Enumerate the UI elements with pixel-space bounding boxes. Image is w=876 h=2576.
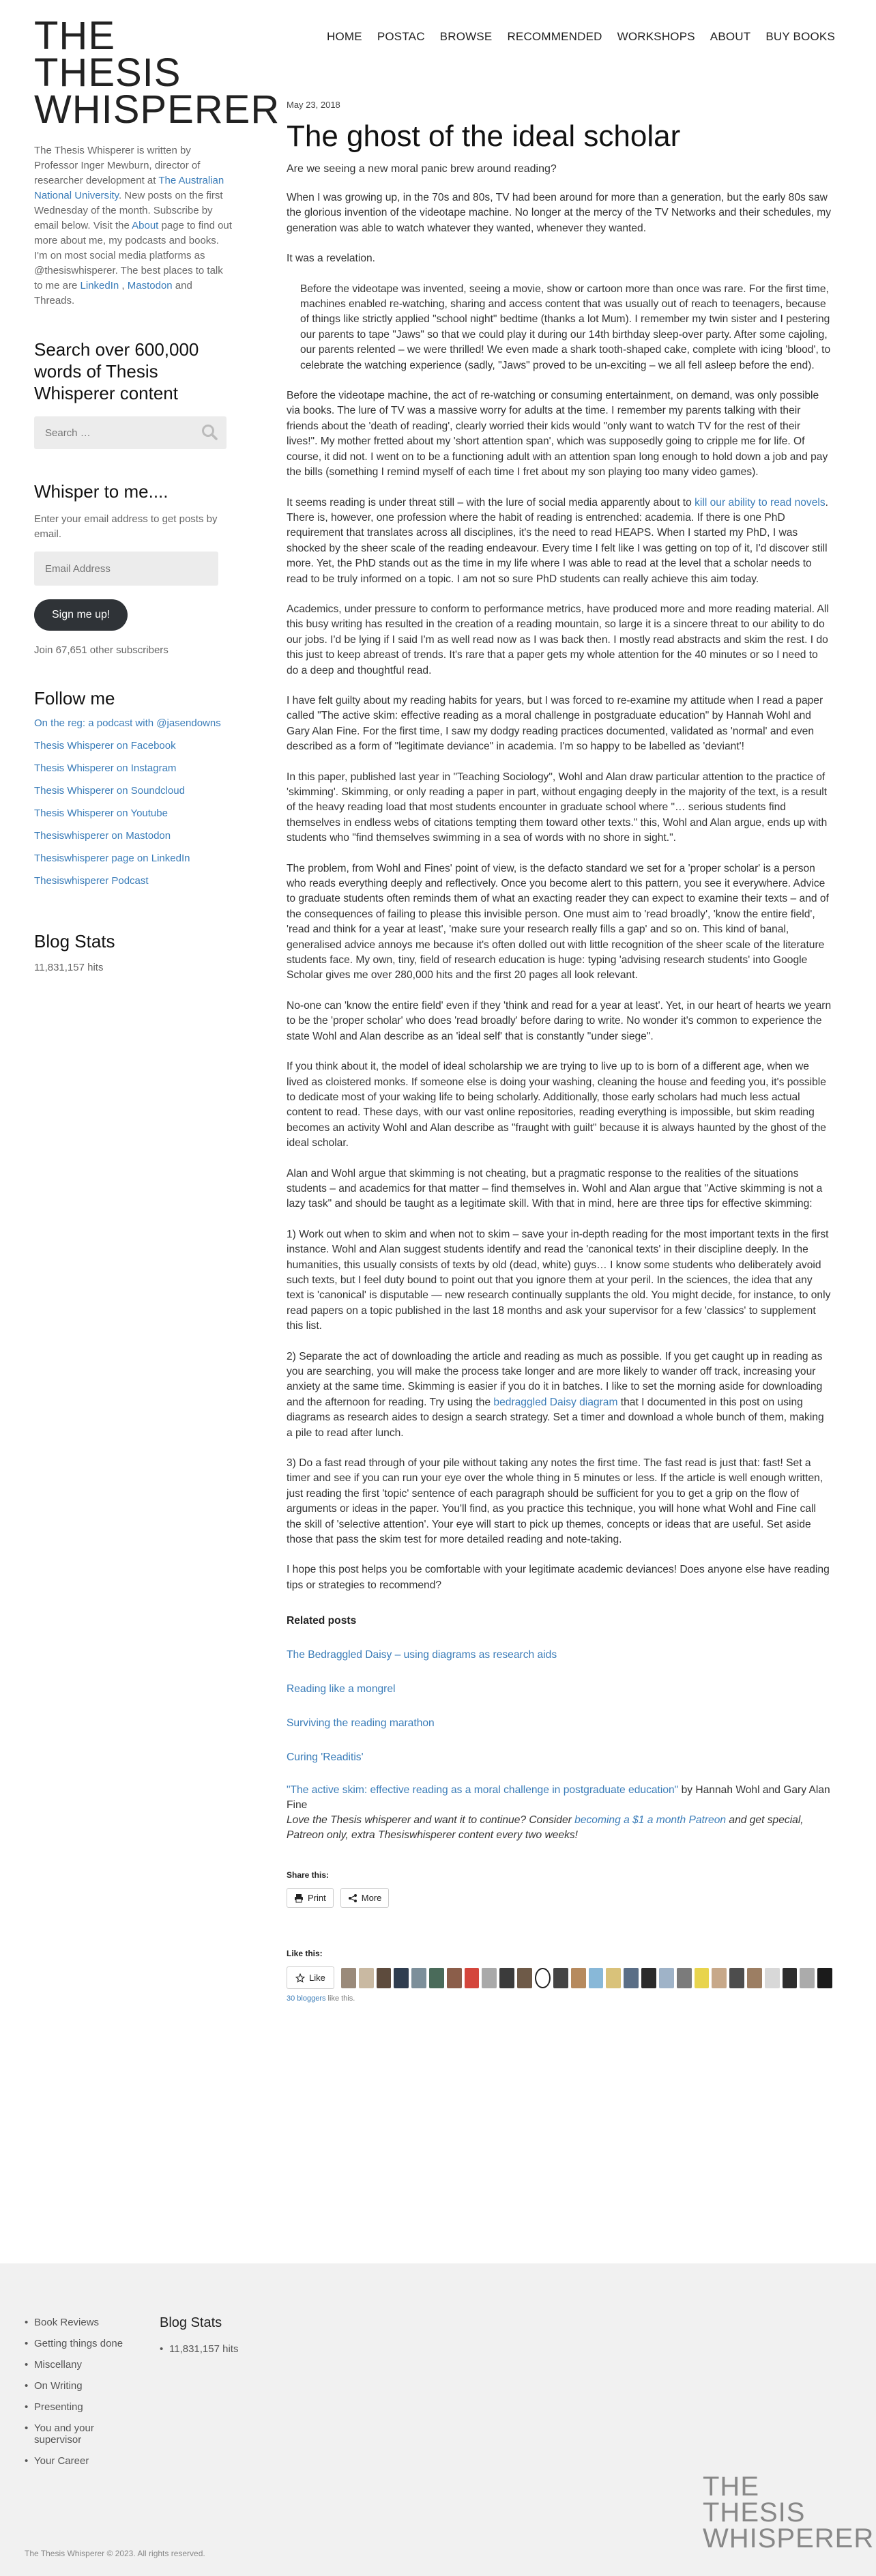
liker-avatar[interactable] xyxy=(641,1968,656,1988)
logo-line: THESIS xyxy=(34,51,181,95)
liker-avatar[interactable] xyxy=(800,1968,815,1988)
paragraph: The problem, from Wohl and Fines' point of view, is the defacto standard we set for a 'proper scholar' is a person who reads everything deeply and reflectively. Once you become alert to this pattern, you see it everywhere. Advice to graduate students often reminds them of what an exacting reader they can expect to examine their texts – and of the consequences of failing to please this invisible person. One must aim to 'read broadly', 'know the entire field', 'read and think for a year at least', 'make sure your research really fills a gap' and so on. This kind of banal, generalised advice annoys me because it's often dolled out with little recognition of the sheer scale of the literature students face. My own, tiny, field of research education is huge: typing 'advising research students' into Google Scholar gives me over 280,000 hits and the first 20 pages all look relevant. xyxy=(287,862,829,982)
liker-avatar[interactable] xyxy=(783,1968,798,1988)
intro-text: page to find out more about me, my podcasts and books. I'm on most social media platforms as @thesiswhisperer. The best places to talk to me are xyxy=(34,220,232,291)
follow-link-mastodon[interactable]: Thesiswhisperer on Mastodon xyxy=(34,830,171,842)
liker-avatar[interactable] xyxy=(394,1968,409,1988)
liker-avatar[interactable] xyxy=(517,1968,532,1988)
nav-postac[interactable]: POSTAC xyxy=(377,30,425,43)
liker-avatar[interactable] xyxy=(571,1968,586,1988)
liker-avatar[interactable] xyxy=(465,1968,480,1988)
paragraph: I have felt guilty about my reading habits for years, but I was forced to re-examine my attitude when I read a paper called "The active skim: effective reading as a moral challenge in postgraduate education" by Hannah Wohl and Gary Alan Fine. For the first time, I saw my dodgy reading practices documented, validated as 'normal' and even described as a form of "legitimate deviance" in academia. I'm so happy to be labelled as 'deviant'! xyxy=(287,694,823,753)
stats-widget-title: Blog Stats xyxy=(34,931,115,951)
footer-hit-count: • 11,831,157 hits xyxy=(160,2343,238,2355)
more-share-button[interactable] xyxy=(340,1888,390,1908)
follow-link-instagram[interactable]: Thesis Whisperer on Instagram xyxy=(34,762,177,774)
intro-text: . New posts on the first Wednesday of the month. Subscribe by email below. Visit the xyxy=(34,190,223,231)
subscribe-text: Enter your email address to get posts by email. xyxy=(34,513,218,540)
footer-categories xyxy=(25,2317,123,2476)
nav-buy-books[interactable]: BUY BOOKS xyxy=(765,30,835,43)
patreon-link[interactable]: becoming a $1 a month Patreon xyxy=(574,1814,727,1827)
printer-icon xyxy=(294,1893,304,1903)
liker-avatar[interactable] xyxy=(429,1968,444,1988)
closing-paragraph: I hope this post helps you be comfortable with your legitimate academic deviances! Does anyone else have reading tips or strategies to recommend? xyxy=(287,1564,830,1591)
logo-line: THE xyxy=(34,14,115,58)
footer-category-link[interactable]: • Book Reviews xyxy=(25,2317,123,2328)
liker-avatar[interactable] xyxy=(765,1968,780,1988)
site-intro xyxy=(34,143,232,309)
footer-category-link[interactable]: • Getting things done xyxy=(25,2338,123,2349)
follow-links xyxy=(34,716,232,888)
footer-stats xyxy=(160,2315,238,2355)
more-label: More xyxy=(361,1893,382,1904)
copyright: The Thesis Whisperer © 2023. All rights reserved. xyxy=(25,2549,205,2558)
liker-avatar[interactable] xyxy=(677,1968,692,1988)
nav-workshops[interactable]: WORKSHOPS xyxy=(617,30,695,43)
citation-authors: by Hannah Wohl and Gary Alan Fine xyxy=(287,1784,830,1812)
post-lead: Are we seeing a new moral panic brew around reading? xyxy=(287,163,557,175)
post-date[interactable]: May 23, 2018 xyxy=(287,100,340,110)
paragraph xyxy=(287,496,832,587)
liker-avatar[interactable] xyxy=(695,1968,710,1988)
linkedin-link[interactable]: LinkedIn xyxy=(80,280,119,291)
citation-link[interactable]: "The active skim: effective reading as a moral challenge in postgraduate education" xyxy=(287,1784,679,1797)
liker-avatar[interactable] xyxy=(747,1968,762,1988)
follow-widget-title: Follow me xyxy=(34,688,115,709)
follow-link-site-podcast[interactable]: Thesiswhisperer Podcast xyxy=(34,875,149,887)
liker-avatar[interactable] xyxy=(359,1968,374,1988)
paragraph: In this paper, published last year in "Teaching Sociology", Wohl and Alan draw particular attention to the practice of 'skimming'. Skimming, or only reading a paper in part, without engaging deeply in the majority of the text, is a result of the heavy reading load that most students encounter in graduate school where "… serious students find themselves in endless webs of citations tempting them toward other texts." this, Wohl and Alan argue, ends up with students who "find themselves swimming in a sea of words with no shore in sight.". xyxy=(287,771,828,844)
patreon-text: Love the Thesis whisperer and want it to continue? Consider xyxy=(287,1814,575,1827)
paragraph-text: 2) Separate the act of downloading the article and reading as much as possible. If you get caught up in reading as you are searching, you will make the process take longer and are more likely to wander off track, increasing your anxiety at the same time. Skimming is easier if you do it in batches. I like to set the morning aside for downloading and the afternoon for reading. Try using the xyxy=(287,1350,823,1408)
paragraph: Alan and Wohl argue that skimming is not cheating, but a pragmatic response to the realities of the situations students – and academics for that matter – find themselves in. Wohl and Alan argue that "Active skimming is not a lazy task" and should be taught as a legitimate skill. With that in mind, here are three tips for effective skimming: xyxy=(287,1167,823,1210)
print-label: Print xyxy=(308,1893,326,1904)
daisy-diagram-link[interactable]: bedraggled Daisy diagram xyxy=(493,1396,618,1408)
tip-2 xyxy=(287,1349,832,1441)
paragraph: When I was growing up, in the 70s and 80s, TV had been around for more than a generation, but the early 80s saw the glorious invention of the videotape machine. No longer at the mercy of the TV Networks and their schedules, my generation was able to watch whatever they wanted, whenever they wanted. xyxy=(287,192,832,234)
patreon-note xyxy=(287,1813,832,1843)
paragraph-text: It seems reading is under threat still – with the lure of social media apparently about to xyxy=(287,496,695,509)
liker-avatar[interactable] xyxy=(712,1968,727,1988)
likes-count-text: like this. xyxy=(325,1994,355,2003)
search-icon[interactable] xyxy=(201,423,218,441)
liker-avatar[interactable] xyxy=(411,1968,426,1988)
top-navigation xyxy=(327,30,835,44)
block-quote: Before the videotape was invented, seeing a movie, show or cartoon more than once was rare. For the first time, machines enabled re-watching, sharing and access content that was usually out of reach to teenagers, because of things like strictly applied "school night" bedtime (thanks a lot Mum). I remember my twin sister and I pestering our parents to tape "Jaws" so that we could play it during our 14th birthday sleep-over party. After some cajoling, our parents relented – we were thrilled! We even made a shark tooth-shaped cake, complete with icing 'blood', to celebrate the watching experience (sadly, "Jaws" proved to be un-exciting – we all fell asleep before the end). xyxy=(300,283,831,371)
liker-avatar[interactable] xyxy=(499,1968,514,1988)
paragraph: Before the videotape machine, the act of re-watching or consuming entertainment, on demand, was only possible via books. The lure of TV was a massive worry for adults at the time. I remember my parents talking with their friends about the 'death of reading', clearly worried their kids would "only want to watch TV for the rest of their lives!". My mother fretted about my 'short attention span', which was supposedly going to cripple me for life. Of course, it did not. I went on to be a functioning adult with an attention span long enough to hold down a job and pay the bills (something I remind myself of each time I fret about my son playing too many video games). xyxy=(287,390,828,478)
likes-label: Like this: xyxy=(287,1949,323,1959)
liker-avatar[interactable] xyxy=(447,1968,462,1988)
sign-up-button[interactable]: Sign me up! xyxy=(34,599,128,631)
intro-text: The Thesis Whisperer is written by Professor Inger Mewburn, director of researcher development at xyxy=(34,145,201,186)
email-box xyxy=(34,552,218,586)
share-more-icon xyxy=(348,1893,357,1903)
follow-link-podcast[interactable]: On the reg: a podcast with @jasendowns xyxy=(34,717,221,729)
likes-row xyxy=(287,1966,832,1989)
share-label: Share this: xyxy=(287,1870,330,1880)
liker-avatar[interactable] xyxy=(377,1968,392,1988)
sidebar xyxy=(34,14,280,973)
paragraph: Academics, under pressure to conform to performance metrics, have produced more and more reading material. All this busy writing has resulted in the creation of a reading mountain, so large it is a sincere threat to our ability to do our jobs. I'd be lying if I said I'm as well read now as I was back then. I mostly read abstracts and skim the rest. I do this just to keep abreast of trends. It's rare that a paper gets my whole attention for the 40 minutes or so I need to do a deep and thoughtful read. xyxy=(287,603,829,676)
about-link[interactable]: About xyxy=(132,220,159,231)
nav-about[interactable]: ABOUT xyxy=(710,30,751,43)
paragraph: If you think about it, the model of ideal scholarship we are trying to live up to is born of a different age, when we lived as cloistered monks. If someone else is doing your washing, cleaning the house and feeding you, it's possible to dedicate most of your waking life to being scholarly. Additionally, those early scholars had much less actual content to read. These days, with our vast online repositories, reading everything is impossible, but skim reading becomes an activity Wohl and Alan describe as "fraught with guilt" because it is always haunted by the ghost of the ideal scholar. xyxy=(287,1061,826,1149)
liker-avatar[interactable] xyxy=(659,1968,674,1988)
post-body xyxy=(287,190,832,1593)
footer-logo-line: THE xyxy=(703,2472,759,2502)
post-title: The ghost of the ideal scholar xyxy=(287,119,681,153)
follow-link-youtube[interactable]: Thesis Whisperer on Youtube xyxy=(34,807,168,819)
like-label: Like xyxy=(309,1973,325,1984)
related-post-link[interactable]: Surviving the reading marathon xyxy=(287,1717,435,1730)
print-button[interactable] xyxy=(287,1888,334,1908)
footer-logo-line: WHISPERER xyxy=(703,2523,875,2553)
follow-link-linkedin[interactable]: Thesiswhisperer page on LinkedIn xyxy=(34,853,190,864)
liker-avatar[interactable] xyxy=(553,1968,568,1988)
liker-avatar[interactable] xyxy=(589,1968,604,1988)
nav-browse[interactable]: BROWSE xyxy=(439,30,493,43)
paragraph-text: . There is, however, one profession where the habit of reading is entrenched: academia. If there is one PhD requirement that translates across all disciplines, it's the need to read HEAPS. When I started my PhD, I was shocked by the sheer scale of the reading endeavour. Every time I felt like I was getting on top of it, I'd discover still more. Yet, the PhD stands out as the time in my life where I was able to read at the level that a scholar needs to read to be truly informed on a topic. I am not so sure PhD students can really achieve this aim today. xyxy=(287,496,828,585)
likers-link[interactable]: 30 bloggers xyxy=(287,1994,326,2003)
citation xyxy=(287,1783,832,1813)
footer-logo[interactable] xyxy=(703,2474,874,2551)
likes-count xyxy=(287,1994,832,2003)
footer-category-link[interactable]: • Your Career xyxy=(25,2455,123,2467)
liker-avatar[interactable] xyxy=(624,1968,639,1988)
search-input[interactable] xyxy=(34,416,227,449)
search-box xyxy=(34,416,227,449)
liker-avatar[interactable] xyxy=(817,1968,832,1988)
paragraph: It was a revelation. xyxy=(287,253,376,265)
anu-link[interactable]: The Australian National University xyxy=(34,175,224,201)
site-footer xyxy=(0,2263,876,2576)
star-icon xyxy=(295,1973,305,1983)
footer-stats-title: Blog Stats xyxy=(160,2315,222,2330)
follow-link-facebook[interactable]: Thesis Whisperer on Facebook xyxy=(34,740,176,752)
paragraph: No-one can 'know the entire field' even if they 'think and read for a year at least'. Yet, in our heart of hearts we yearn to be the 'proper scholar' who does 'read broadly' before daring to write. No wonder it's common to experience the state Wohl and Alan describe as an 'ideal self' that is constantly "under siege". xyxy=(287,999,832,1042)
email-field[interactable] xyxy=(34,552,218,586)
nav-home[interactable]: HOME xyxy=(327,30,362,43)
nav-recommended[interactable]: RECOMMENDED xyxy=(507,30,602,43)
liker-avatar[interactable] xyxy=(482,1968,497,1988)
mastodon-link[interactable]: Mastodon xyxy=(127,280,173,291)
subscriber-count: Join 67,651 other subscribers xyxy=(34,644,169,656)
tip-3: 3) Do a fast read through of your pile without taking any notes the first time. The fast read is just that: fast! Set a timer and see if you can run your eye over the whole thing in 5 minutes or less. If the article is well enough written, just reading the first 'topic' sentence of each paragraph should be sufficient for you to get a grip on the flow of arguments or ideas in the paper. You'll find, as you practice this technique, you will hone what Wohl and Fine call the skill of 'selective attention'. Your eye will start to pick up themes, concepts or ideas that are useful. Set aside those that pass the skim test for more detailed reading and note-taking. xyxy=(287,1457,823,1546)
footer-logo-line: THESIS xyxy=(703,2498,806,2528)
footer-category-link[interactable]: • Miscellany xyxy=(25,2359,123,2371)
search-widget-title: Search over 600,000 words of Thesis Whisperer content xyxy=(34,339,199,403)
subscribe-widget-title: Whisper to me.... xyxy=(34,481,169,502)
related-post-link[interactable]: Curing 'Readitis' xyxy=(287,1751,364,1764)
footer-category-link[interactable]: • On Writing xyxy=(25,2380,123,2392)
related-post-link[interactable]: Reading like a mongrel xyxy=(287,1683,396,1695)
related-post-link[interactable]: The Bedraggled Daisy – using diagrams as research aids xyxy=(287,1649,557,1661)
intro-text: , xyxy=(119,280,128,291)
site-logo[interactable] xyxy=(34,14,280,132)
liker-avatar[interactable] xyxy=(606,1968,621,1988)
like-button[interactable] xyxy=(287,1966,334,1989)
share-buttons xyxy=(287,1888,832,1908)
logo-line: WHISPERER xyxy=(34,87,280,132)
paragraph-text: that I documented in this post on using diagrams as research aides to design a search strategy. Set a timer and download a whole bunch of them, making a pile to read after lunch. xyxy=(287,1396,824,1439)
intro-text: and Threads. xyxy=(34,280,192,306)
liker-avatar[interactable] xyxy=(535,1968,551,1988)
footer-category-link[interactable]: • You and your supervisor xyxy=(25,2422,100,2446)
liker-avatar[interactable] xyxy=(341,1968,356,1988)
related-posts-title: Related posts xyxy=(287,1615,357,1627)
novels-link[interactable]: kill our ability to read novels xyxy=(695,496,826,509)
hit-count: 11,831,157 hits xyxy=(34,962,104,973)
tip-1: 1) Work out when to skim and when not to skim – save your in-depth reading for the most important texts in the first instance. Wohl and Alan suggest students identify and read the 'canonical texts' in their discipline deeply. In the humanities, this usually consists of texts by old (dead, white) guys… I know some students who deliberately avoid such texts, but I feel duty bound to point out that you ignore them at your peril. In the sciences, the idea that any text is 'canonical' is disputable — new research continually supplants the old. You might decide, for instance, to only read papers on a topic published in the last 18 months and ask your supervisor for a few 'classics' to supplement this list. xyxy=(287,1228,831,1332)
liker-avatar[interactable] xyxy=(729,1968,744,1988)
patreon-text: and get special, Patreon only, extra Thesiswhisperer content every two weeks! xyxy=(287,1814,804,1842)
footer-category-link[interactable]: • Presenting xyxy=(25,2401,123,2413)
post-article xyxy=(287,100,832,2003)
follow-link-soundcloud[interactable]: Thesis Whisperer on Soundcloud xyxy=(34,785,185,797)
